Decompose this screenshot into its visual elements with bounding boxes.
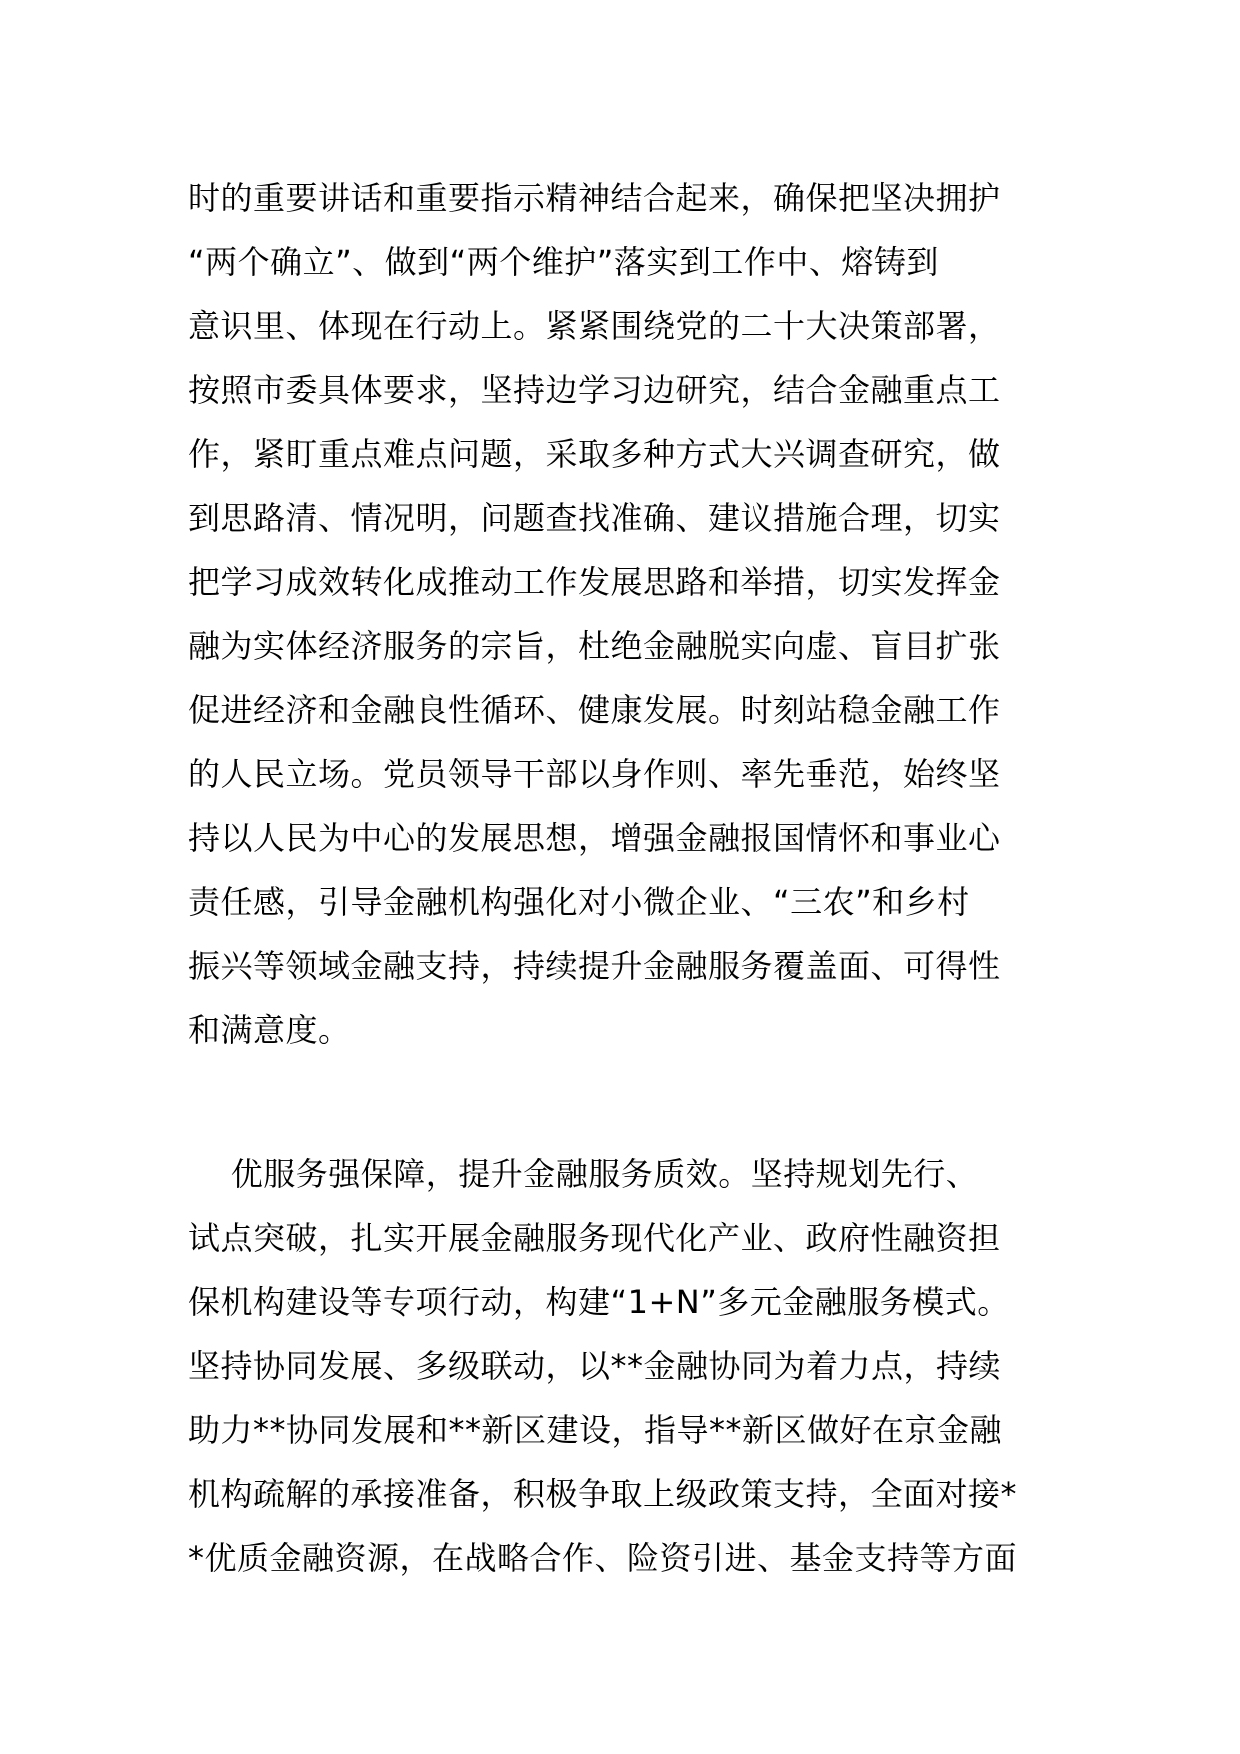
text-line: 坚持协同发展、多级联动，以**金融协同为着力点，持续 — [188, 1347, 1002, 1385]
paragraph-service-quality — [188, 1142, 1068, 1590]
text-line: 融为实体经济服务的宗旨，杜绝金融脱实向虚、盲目扩张 — [188, 627, 1001, 665]
text-line: 意识里、体现在行动上。紧紧围绕党的二十大决策部署， — [188, 307, 1001, 345]
text-line: 到思路清、情况明，问题查找准确、建议措施合理，切实 — [188, 499, 1001, 537]
text-line: 和满意度。 — [188, 1011, 351, 1049]
text-line: 优服务强保障，提升金融服务质效。坚持规划先行、 — [188, 1155, 979, 1193]
text-line: 作，紧盯重点难点问题，采取多种方式大兴调查研究，做 — [188, 435, 1001, 473]
text-line: 时的重要讲话和重要指示精神结合起来，确保把坚决拥护 — [188, 179, 1001, 217]
text-line: 助力**协同发展和**新区建设，指导**新区做好在京金融 — [188, 1411, 1003, 1449]
text-line: 振兴等领域金融支持，持续提升金融服务覆盖面、可得性 — [188, 947, 1001, 985]
paragraph-continued — [188, 166, 1068, 1062]
text-line: “两个确立”、做到“两个维护”落实到工作中、熔铸到 — [188, 243, 939, 281]
text-line: 机构疏解的承接准备，积极争取上级政策支持，全面对接* — [188, 1475, 1018, 1513]
text-line: 促进经济和金融良性循环、健康发展。时刻站稳金融工作 — [188, 691, 1001, 729]
text-line: 持以人民为中心的发展思想，增强金融报国情怀和事业心 — [188, 819, 1001, 857]
text-line: 的人民立场。党员领导干部以身作则、率先垂范，始终坚 — [188, 755, 1001, 793]
text-line: *优质金融资源，在战略合作、险资引进、基金支持等方面 — [188, 1539, 1018, 1577]
text-line: 试点突破，扎实开展金融服务现代化产业、政府性融资担 — [188, 1219, 1001, 1257]
text-line: 按照市委具体要求，坚持边学习边研究，结合金融重点工 — [188, 371, 1001, 409]
text-line: 保机构建设等专项行动，构建“1+N”多元金融服务模式。 — [188, 1283, 1010, 1321]
text-line: 责任感，引导金融机构强化对小微企业、“三农”和乡村 — [188, 883, 970, 921]
text-line: 把学习成效转化成推动工作发展思路和举措，切实发挥金 — [188, 563, 1001, 601]
